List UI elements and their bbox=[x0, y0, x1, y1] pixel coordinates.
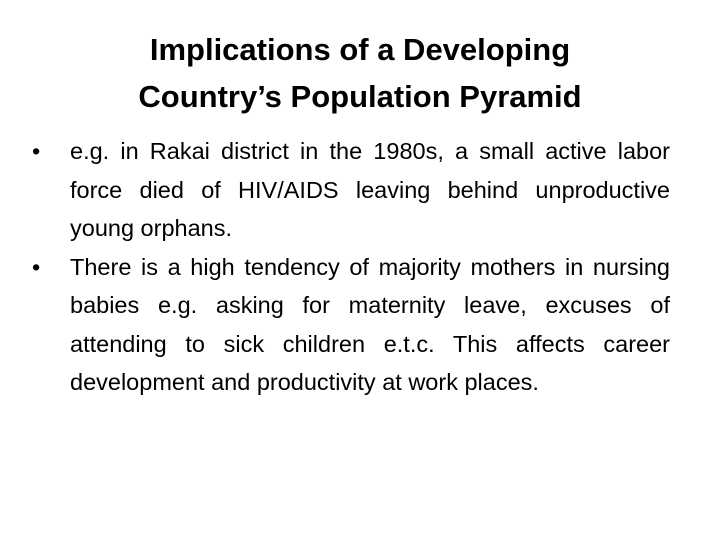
bullet-icon: • bbox=[32, 253, 41, 280]
slide-title bbox=[60, 26, 660, 120]
bullet-text-1: e.g. in Rakai district in the 1980s, a small active labor force died of HIV/AIDS leaving behind unproductive young orphans. bbox=[70, 138, 670, 241]
bullet-text-2: There is a high tendency of majority mothers in nursing babies e.g. asking for maternity leave, excuses of attending to sick children e.t.c. This affects career development and productivity at work places. bbox=[70, 253, 670, 395]
bullet-item-2 bbox=[30, 248, 670, 402]
bullet-list bbox=[30, 132, 670, 402]
title-line-2: Country’s Population Pyramid bbox=[138, 79, 582, 114]
bullet-item-1 bbox=[30, 132, 670, 248]
title-line-1: Implications of a Developing bbox=[149, 32, 571, 67]
bullet-icon: • bbox=[32, 138, 41, 164]
